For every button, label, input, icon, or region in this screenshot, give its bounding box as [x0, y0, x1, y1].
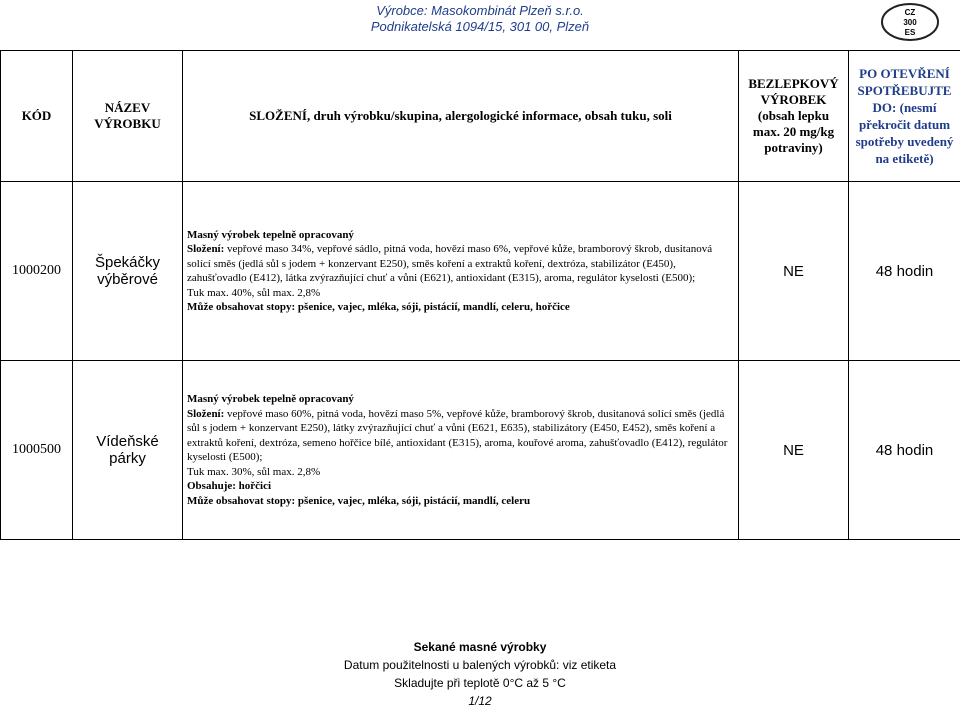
contains: Obsahuje: hořčici	[187, 480, 272, 492]
fat-salt: Tuk max. 30%, sůl max. 2,8%	[187, 465, 321, 478]
seal-line3: ES	[904, 28, 916, 37]
seal-line1: CZ	[904, 8, 916, 17]
product-type: Masný výrobek tepelně opracovaný	[187, 393, 354, 405]
producer-name: Výrobce: Masokombinát Plzeň s.r.o.	[376, 3, 584, 18]
gluten-free-value: NE	[739, 182, 849, 361]
product-type: Masný výrobek tepelně opracovaný	[187, 228, 354, 241]
col-header-after-opening: PO OTEVŘENÍ SPOTŘEBUJTE DO: (nesmí překročit datum spotřeby uvedený na etiketě)	[849, 51, 960, 182]
product-composition	[183, 361, 739, 540]
product-name: Vídeňské párky	[73, 361, 183, 540]
col-header-code: KÓD	[1, 51, 73, 182]
composition-paragraph	[187, 407, 734, 465]
footer-storage: Skladujte při teplotě 0°C až 5 °C	[394, 676, 566, 690]
producer-address: Podnikatelská 1094/15, 301 00, Plzeň	[370, 19, 590, 34]
fat-salt: Tuk max. 40%, sůl max. 2,8%	[187, 286, 321, 299]
page-header	[0, 0, 960, 44]
may-contain: Může obsahovat stopy: pšenice, vajec, mléka, sóji, pistácií, mandlí, celeru	[187, 494, 531, 507]
product-code: 1000200	[1, 182, 73, 361]
col-header-name: NÁZEV VÝROBKU	[73, 51, 183, 182]
table-row	[1, 361, 960, 540]
composition-text: vepřové maso 34%, vepřové sádlo, pitná voda, hovězí maso 6%, vepřové kůže, bramborový škrob, dusitanová solící směs (jedlá sůl s jodem + konzervant E250), směs koření a extraktů koření, dextróza, stabilizátor (E450), zahušťovadlo (E412), látka zvýrazňující chuť a vůni (E621), antioxidant (E315), aroma, regulátor kyselosti (E500);	[187, 243, 713, 284]
product-name: Špekáčky výběrové	[73, 182, 183, 361]
allergen-table	[0, 50, 960, 540]
seal-line2: 300	[903, 18, 917, 27]
footer-category	[0, 640, 960, 654]
footer-shelf-life: Datum použitelnosti u balených výrobků: viz etiketa	[343, 658, 617, 672]
composition-paragraph	[187, 242, 734, 286]
after-opening-value: 48 hodin	[849, 182, 960, 361]
product-composition	[183, 182, 739, 361]
after-opening-value: 48 hodin	[849, 361, 960, 540]
table-header-row	[1, 51, 960, 182]
product-code: 1000500	[1, 361, 73, 540]
composition-text: vepřové maso 60%, pitná voda, hovězí maso 5%, vepřové kůže, bramborový škrob, dusitanová solící směs (jedlá sůl s jodem + konzervant E250), látky zvýrazňující chuť a vůni (E621, E635), stabilizátory (E450, E452), směs koření a extraktů koření, dextróza, semeno hořčice bílé, antioxidant (E315), aroma, kouřové aroma, zahušťovadlo (E412), regulátor kyselosti (E500);	[187, 407, 728, 463]
table-row	[1, 182, 960, 361]
composition-label: Složení:	[187, 243, 225, 255]
category-title: Sekané masné výrobky	[413, 640, 547, 654]
page-number: 1/12	[468, 694, 492, 708]
gluten-free-value: NE	[739, 361, 849, 540]
col-header-gluten-free: BEZLEPKOVÝ VÝROBEK (obsah lepku max. 20 mg/kg potraviny)	[739, 51, 849, 182]
may-contain: Může obsahovat stopy: pšenice, vajec, mléka, sóji, pistácií, mandlí, celeru, hořčice	[187, 301, 570, 313]
composition-label: Složení:	[187, 407, 225, 420]
col-header-composition: SLOŽENÍ, druh výrobku/skupina, alergologické informace, obsah tuku, soli	[183, 51, 739, 182]
health-mark-seal	[880, 2, 940, 42]
